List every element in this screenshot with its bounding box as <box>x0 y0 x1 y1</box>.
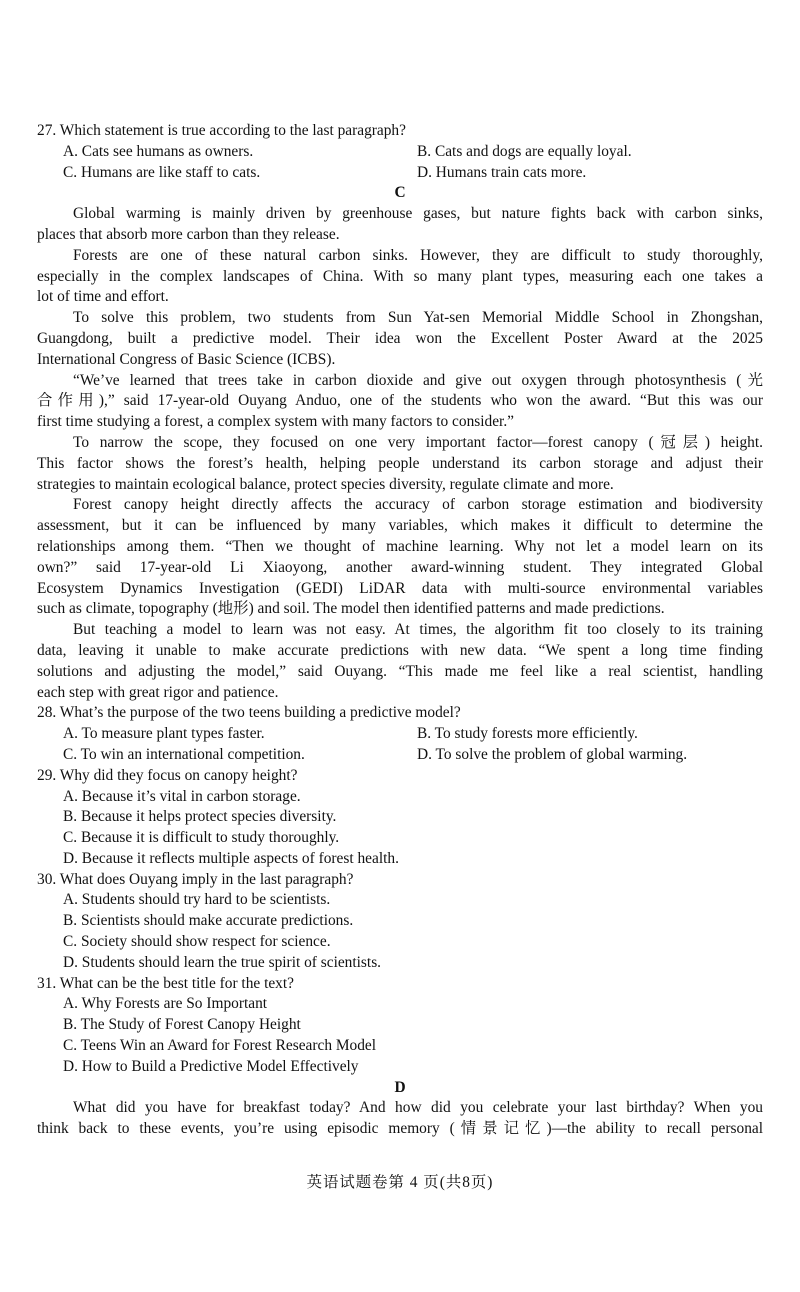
text-line: This factor shows the forest’s health, helping people understand its carbon storage and adjust their <box>37 454 763 472</box>
question-stem: 31. What can be the best title for the text? <box>37 974 294 992</box>
option-a: A. Because it’s vital in carbon storage. <box>63 787 301 805</box>
option-a: A. Cats see humans as owners. <box>63 142 254 160</box>
question-stem: 28. What’s the purpose of the two teens building a predictive model? <box>37 704 461 722</box>
text-line: “We’ve learned that trees take in carbon dioxide and give out oxygen through photosynthesis (光 <box>73 371 763 389</box>
text-line: places that absorb more carbon than they release. <box>37 225 340 243</box>
option-c: C. Because it is difficult to study thoroughly. <box>63 829 340 847</box>
option-a: A. To measure plant types faster. <box>63 725 265 743</box>
text-line: To narrow the scope, they focused on one very important factor—forest canopy (冠层) height. <box>73 433 763 451</box>
option-b: B. The Study of Forest Canopy Height <box>63 1016 301 1034</box>
question-28 <box>37 703 763 765</box>
text-line: Ecosystem Dynamics Investigation (GEDI) LiDAR data with multi-source environmental variables <box>37 579 763 597</box>
text-line: assessment, but it can be influenced by many variables, which makes it difficult to determine the <box>37 517 763 535</box>
text-line: own?” said 17-year-old Li Xiaoyong, another award-winning student. They integrated Global <box>37 558 763 576</box>
option-b: B. Scientists should make accurate predictions. <box>63 912 354 930</box>
passage-c-paragraph-3 <box>37 308 763 370</box>
option-c: C. Society should show respect for science. <box>63 933 331 951</box>
text-line: Guangdong, built a predictive model. Their idea won the Excellent Poster Award at the 2025 <box>37 329 763 347</box>
option-a: A. Why Forests are So Important <box>63 995 268 1013</box>
passage-d-paragraph-1 <box>37 1098 763 1140</box>
passage-c-paragraph-7 <box>37 620 763 703</box>
question-stem: 29. Why did they focus on canopy height? <box>37 766 298 784</box>
text-line: such as climate, topography (地形) and soil. The model then identified patterns and made predictions. <box>37 600 665 618</box>
text-line: solutions and adjusting the model,” said Ouyang. “This made me feel like a real scientist, handling <box>37 662 763 680</box>
text-line: What did you have for breakfast today? And how did you celebrate your last birthday? When you <box>73 1099 763 1117</box>
option-d: D. Because it reflects multiple aspects of forest health. <box>63 849 399 867</box>
text-line: To solve this problem, two students from Sun Yat-sen Memorial Middle School in Zhongshan, <box>73 309 763 327</box>
question-stem: 27. Which statement is true according to the last paragraph? <box>37 122 406 139</box>
passage-c-paragraph-6 <box>37 495 763 620</box>
passage-c-paragraph-1 <box>37 204 763 246</box>
question-31 <box>37 974 763 1078</box>
option-b: B. To study forests more efficiently. <box>417 725 638 743</box>
question-27 <box>37 121 763 183</box>
option-c: C. Teens Win an Award for Forest Research Model <box>63 1037 377 1055</box>
option-d: D. To solve the problem of global warming. <box>417 745 688 763</box>
text-line: data, leaving it unable to make accurate predictions with new data. “We spent a long time finding <box>37 641 763 659</box>
section-c-heading: C <box>394 184 406 202</box>
option-c: C. To win an international competition. <box>63 745 305 763</box>
option-a: A. Students should try hard to be scientists. <box>63 891 331 909</box>
passage-c-paragraph-5 <box>37 433 763 495</box>
text-line: especially in the complex landscapes of China. With so many plant types, measuring each one takes a <box>37 267 763 285</box>
section-d-heading: D <box>394 1078 406 1096</box>
text-line: think back to these events, you’re using episodic memory (情景记忆)—the ability to recall personal <box>37 1120 763 1138</box>
text-line: relationships among them. “Then we thought of machine learning. Why not let a model learn on its <box>37 537 763 555</box>
text-line: Forests are one of these natural carbon sinks. However, they are difficult to study thoroughly, <box>73 246 763 264</box>
text-line: Global warming is mainly driven by greenhouse gases, but nature fights back with carbon sinks, <box>73 205 763 223</box>
option-b: B. Cats and dogs are equally loyal. <box>417 142 632 160</box>
passage-c-paragraph-2 <box>37 246 763 308</box>
option-b: B. Because it helps protect species diversity. <box>63 808 337 826</box>
text-line: each step with great rigor and patience. <box>37 683 279 701</box>
text-line: Forest canopy height directly affects the accuracy of carbon storage estimation and biodiversity <box>73 496 763 514</box>
question-stem: 30. What does Ouyang imply in the last paragraph? <box>37 870 354 888</box>
text-line: 合作用),” said 17-year-old Ouyang Anduo, one of the students who won the award. “But this was our <box>37 392 763 410</box>
option-c: C. Humans are like staff to cats. <box>63 163 261 181</box>
passage-c-paragraph-4 <box>37 371 763 433</box>
text-line: first time studying a forest, a complex system with many factors to consider.” <box>37 413 515 431</box>
question-29 <box>37 766 763 870</box>
text-line: lot of time and effort. <box>37 288 169 306</box>
option-d: D. How to Build a Predictive Model Effectively <box>63 1057 359 1075</box>
text-line: strategies to maintain ecological balance, protect species diversity, regulate climate and more. <box>37 475 614 493</box>
question-30 <box>37 870 763 974</box>
option-d: D. Humans train cats more. <box>417 163 587 181</box>
option-d: D. Students should learn the true spirit of scientists. <box>63 953 382 971</box>
text-line: International Congress of Basic Science (ICBS). <box>37 350 336 368</box>
page-footer: 英语试题卷第 4 页(共8页) <box>306 1174 494 1191</box>
text-line: But teaching a model to learn was not easy. At times, the algorithm fit too closely to its training <box>73 621 763 639</box>
exam-page <box>37 121 763 1140</box>
